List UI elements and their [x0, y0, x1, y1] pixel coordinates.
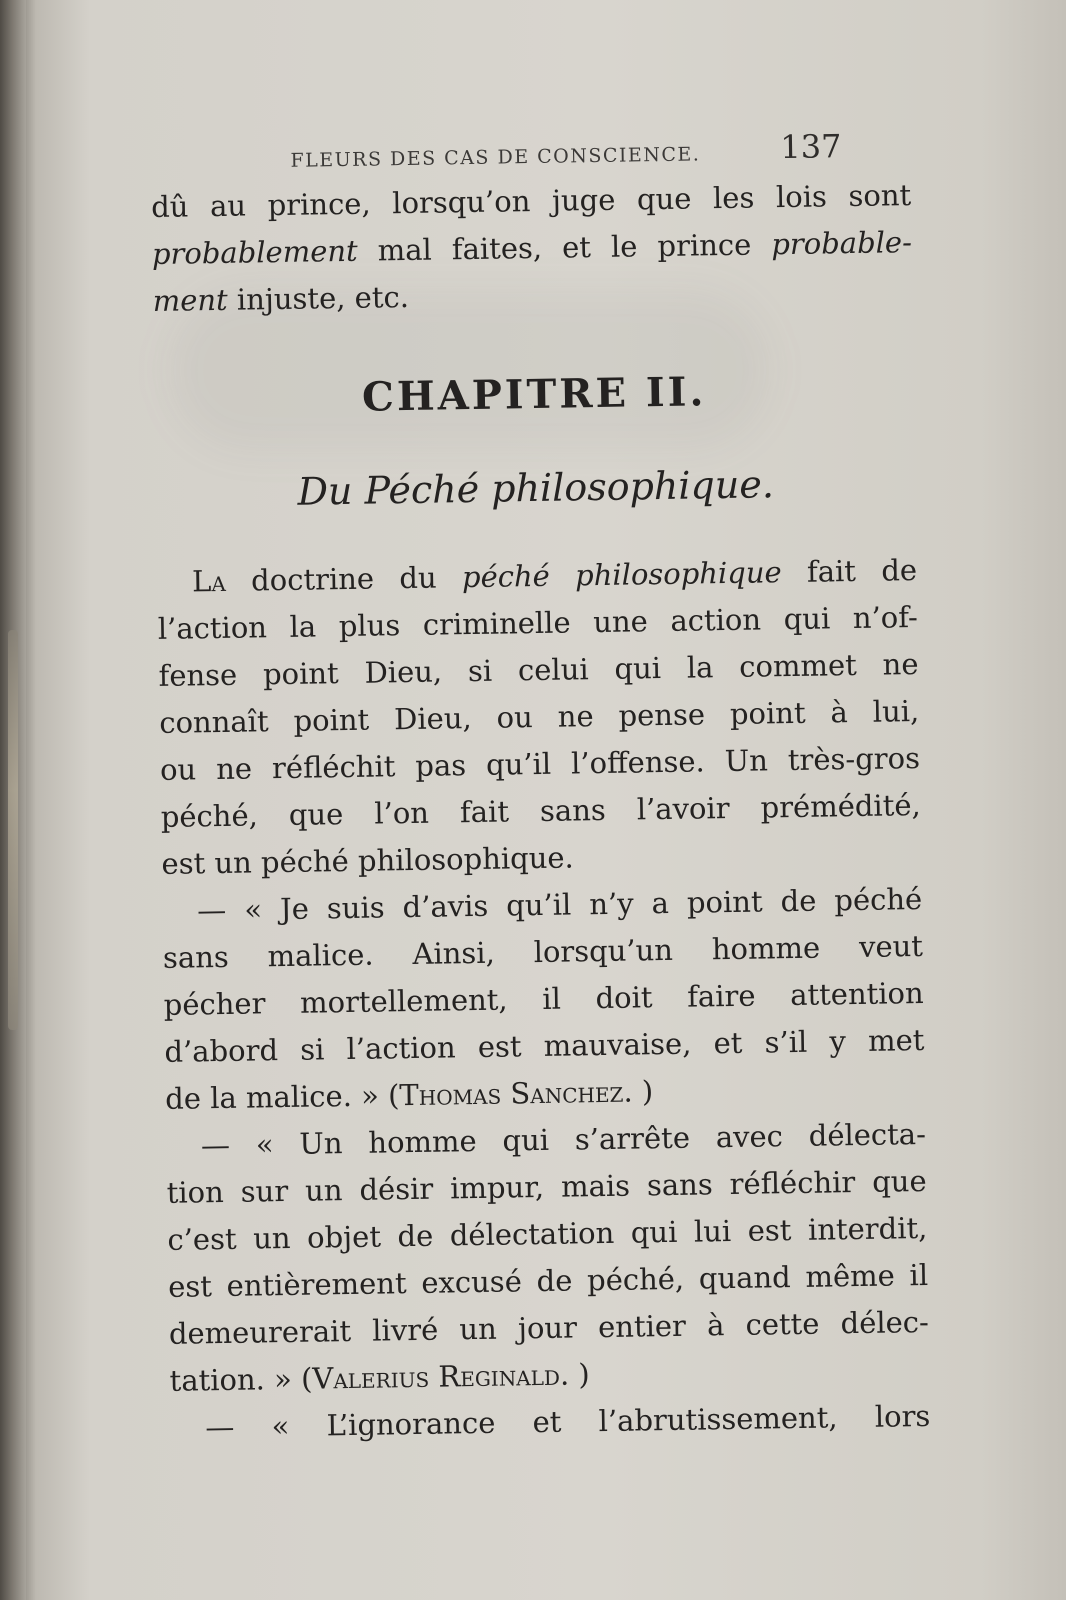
text-span: ) — [568, 1357, 590, 1392]
text-line: connaît point Dieu, ou ne pense point à lui, — [159, 693, 920, 740]
text-span: de la malice. » ( — [164, 1078, 400, 1116]
quote-line: est entièrement excusé de péché, quand même il — [167, 1257, 929, 1304]
quote-line: — « Un homme qui s’arrête avec délecta- — [200, 1116, 927, 1163]
italic-term: péché philosophique — [461, 555, 782, 595]
text-line: l’action la plus criminelle une action qui n’of- — [157, 600, 919, 646]
binding-stain — [8, 630, 18, 1030]
text-line: ou ne réfléchit pas qu’il l’offense. Un très-gros — [159, 740, 921, 787]
text-line: dû au prince, lorsqu’on juge que les lois sont — [150, 178, 912, 224]
quote-line: d’abord si l’action est mauvaise, et s’il y met — [164, 1022, 925, 1069]
text-span: ) — [632, 1074, 654, 1109]
quote-line: c’est un objet de délectation qui lui est interdit, — [167, 1210, 928, 1257]
text-span: doctrine du — [225, 560, 463, 598]
text-span: fait de — [781, 553, 918, 590]
quote-line: — « L’ignorance et l’abrutissement, lors — [205, 1398, 931, 1445]
printed-page — [150, 118, 931, 1452]
quote-line: pécher mortellement, il doit faire attention — [163, 975, 924, 1022]
text-span: mal faites, et le prince — [357, 227, 772, 268]
text-line: est un péché philosophique. — [161, 840, 574, 881]
quote-line: — « Je suis d’avis qu’il n’y a point de péché — [196, 881, 923, 928]
text-line: péché, que l’on fait sans l’avoir prémédité, — [160, 787, 921, 834]
drop-word: La — [191, 563, 227, 599]
running-head-title: FLEURS DES CAS DE CONSCIENCE. — [290, 143, 701, 172]
quote-author: Valerius Reginald. — [312, 1357, 570, 1396]
text-line: fense point Dieu, si celui qui la commet ne — [158, 646, 919, 693]
quote-author: Thomas Sanchez. — [399, 1074, 633, 1113]
quote-line: tion sur un désir impur, mais sans réfléchir que — [166, 1163, 927, 1210]
quote-line: demeurerait livré un jour entier à cette délec- — [168, 1304, 930, 1351]
italic-word: ment — [152, 282, 228, 318]
italic-word: probablement — [151, 233, 358, 271]
chapter-subtitle: Du Péché philosophique. — [297, 462, 775, 514]
page-number: 137 — [780, 127, 842, 167]
quote-line: sans malice. Ainsi, lorsqu’un homme veut — [162, 928, 924, 975]
text-span: injuste, etc. — [227, 279, 410, 317]
italic-word: probable- — [771, 225, 913, 262]
chapter-title: CHAPITRE II. — [361, 368, 707, 421]
text-span: tation. » ( — [169, 1361, 313, 1398]
